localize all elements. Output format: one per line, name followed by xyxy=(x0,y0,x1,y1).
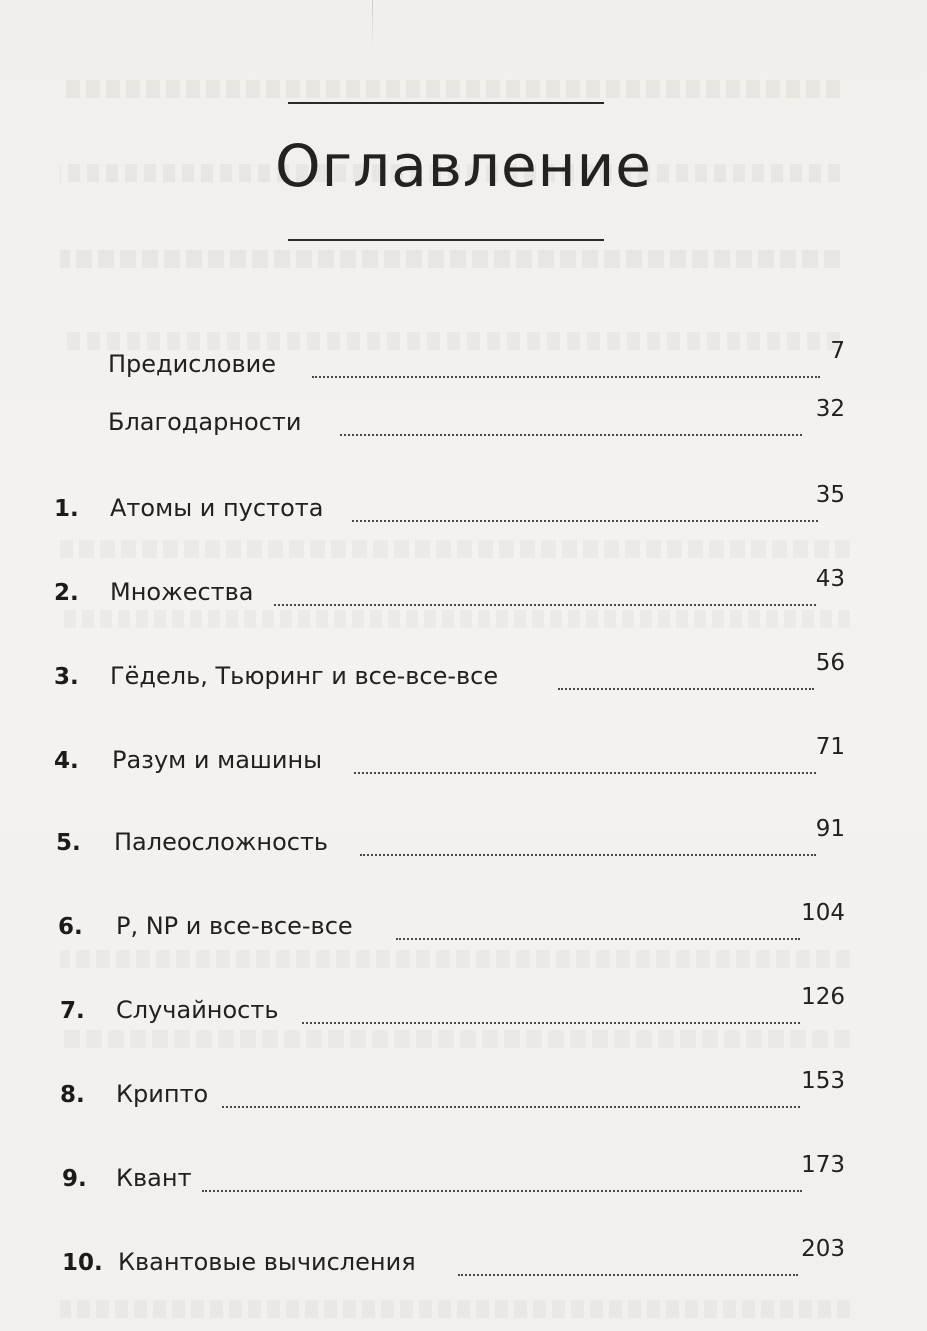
dot-leader xyxy=(312,376,820,378)
toc-entry-chapter-9[interactable] xyxy=(0,1152,927,1202)
toc-entry-chapter-2[interactable] xyxy=(0,566,927,616)
dot-leader xyxy=(354,772,816,774)
page-crease xyxy=(372,0,373,48)
toc-entry-page: 71 xyxy=(815,734,845,760)
show-through-texture xyxy=(60,950,850,968)
title-rule-bottom xyxy=(288,239,604,241)
chapter-number: 3. xyxy=(54,664,79,690)
show-through-texture xyxy=(60,1300,850,1318)
dot-leader xyxy=(274,604,816,606)
dot-leader xyxy=(352,520,818,522)
dot-leader xyxy=(340,434,802,436)
toc-entry-page: 104 xyxy=(801,900,845,926)
chapter-number: 7. xyxy=(60,998,85,1024)
toc-entry-page: 43 xyxy=(815,566,845,592)
title-rule-top xyxy=(288,102,604,104)
toc-entry-label: Случайность xyxy=(116,996,279,1024)
toc-entry-label: Квантовые вычисления xyxy=(118,1248,416,1276)
chapter-number: 6. xyxy=(58,914,83,940)
toc-entry-acknowledgements[interactable] xyxy=(0,396,927,446)
toc-entry-chapter-6[interactable] xyxy=(0,900,927,950)
show-through-texture xyxy=(60,250,840,268)
toc-entry-chapter-8[interactable] xyxy=(0,1068,927,1118)
toc-entry-page: 56 xyxy=(815,650,845,676)
dot-leader xyxy=(458,1274,798,1276)
toc-entry-chapter-1[interactable] xyxy=(0,482,927,532)
chapter-number: 8. xyxy=(60,1082,85,1108)
dot-leader xyxy=(360,854,816,856)
dot-leader xyxy=(202,1190,802,1192)
toc-title: Оглавление xyxy=(275,132,652,200)
toc-entry-chapter-7[interactable] xyxy=(0,984,927,1034)
chapter-number: 4. xyxy=(54,748,79,774)
dot-leader xyxy=(396,938,800,940)
toc-entry-label: Квант xyxy=(116,1164,192,1192)
toc-entry-chapter-5[interactable] xyxy=(0,816,927,866)
toc-entry-label: Крипто xyxy=(116,1080,209,1108)
toc-entry-chapter-10[interactable] xyxy=(0,1236,927,1286)
toc-entry-label: Предисловие xyxy=(108,350,276,378)
dot-leader xyxy=(302,1022,800,1024)
toc-entry-page: 35 xyxy=(815,482,845,508)
toc-entry-page: 173 xyxy=(801,1152,845,1178)
show-through-texture xyxy=(60,540,850,558)
toc-entry-preface[interactable] xyxy=(0,338,927,388)
dot-leader xyxy=(558,688,814,690)
show-through-texture xyxy=(60,80,840,98)
chapter-number: 5. xyxy=(56,830,81,856)
toc-entry-label: P, NP и все-все-все xyxy=(116,912,353,940)
chapter-number: 2. xyxy=(54,580,79,606)
chapter-number: 10. xyxy=(62,1250,103,1276)
dot-leader xyxy=(222,1106,800,1108)
toc-entry-chapter-3[interactable] xyxy=(0,650,927,700)
toc-entry-page: 126 xyxy=(801,984,845,1010)
chapter-number: 9. xyxy=(62,1166,87,1192)
chapter-number: 1. xyxy=(54,496,79,522)
toc-entry-label: Разум и машины xyxy=(112,746,323,774)
toc-entry-label: Гёдель, Тьюринг и все-все-все xyxy=(110,662,499,690)
toc-entry-page: 7 xyxy=(830,338,845,364)
toc-entry-chapter-4[interactable] xyxy=(0,734,927,784)
toc-entry-page: 91 xyxy=(815,816,845,842)
toc-entry-label: Атомы и пустота xyxy=(110,494,324,522)
toc-entry-label: Благодарности xyxy=(108,408,302,436)
toc-entry-label: Множества xyxy=(110,578,254,606)
toc-entry-label: Палеосложность xyxy=(114,828,329,856)
toc-entry-page: 32 xyxy=(815,396,845,422)
toc-entry-page: 203 xyxy=(801,1236,845,1262)
toc-entry-page: 153 xyxy=(801,1068,845,1094)
